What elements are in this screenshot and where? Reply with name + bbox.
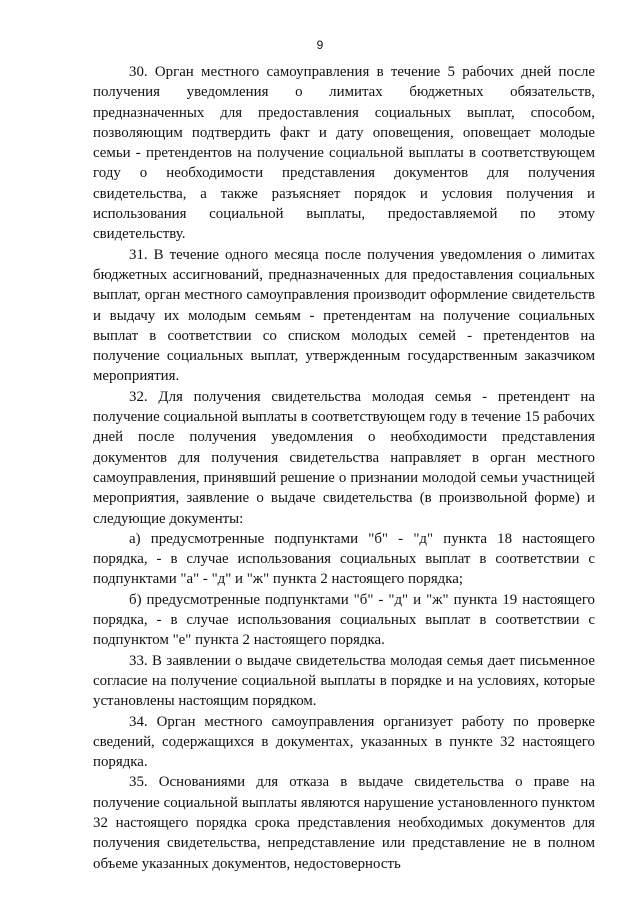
paragraph-33: 33. В заявлении о выдаче свидетельства молодая семья дает письменное согласие на получение социальной выплаты в порядке и на условиях, которые установлены настоящим порядком. <box>93 652 595 710</box>
document-body <box>93 62 595 874</box>
paragraph-35: 35. Основаниями для отказа в выдаче свидетельства о праве на получение социальной выплаты являются нарушение установленного пунктом 32 настоящего порядка срока представления необходимых документов для получения свидетельства, непредставление или представление не в полном объеме указанных документов, недостоверность <box>93 774 595 872</box>
page-number: 9 <box>316 38 324 52</box>
paragraph-32: 32. Для получения свидетельства молодая семья - претендент на получение социальной выплаты в соответствующем году в течение 15 рабочих дней после получения уведомления о необходимости представления документов для получения свидетельства направляет в орган местного самоуправления, принявший решение о признании молодой семьи участницей мероприятия, заявление о выдаче свидетельства (в произвольной форме) и следующие документы: <box>93 388 595 527</box>
paragraph-32-b: б) предусмотренные подпунктами "б" - "д" и "ж" пункта 19 настоящего порядка, - в случае использования социальных выплат в соответствии с подпунктом "е" пункта 2 настоящего порядка. <box>93 591 595 649</box>
paragraph-31: 31. В течение одного месяца после получения уведомления о лимитах бюджетных ассигнований, предназначенных для предоставления социальных выплат, орган местного самоуправления производит оформление свидетельств и выдачу их молодым семьям - претендентам на получение социальных выплат в соответствии со списком молодых семей - претендентов на получение социальных выплат, утвержденным государственным заказчиком мероприятия. <box>93 246 595 385</box>
paragraph-34: 34. Орган местного самоуправления организует работу по проверке сведений, содержащихся в документах, указанных в пункте 32 настоящего порядка. <box>93 713 595 771</box>
paragraph-30: 30. Орган местного самоуправления в течение 5 рабочих дней после получения уведомления о лимитах бюджетных обязательств, предназначенных для предоставления социальных выплат, способом, позволяющим подтвердить факт и дату оповещения, оповещает молодые семьи - претендентов на получение социальной выплаты в соответствующем году о необходимости представления документов для получения свидетельства, а также разъясняет порядок и условия получения и использования социальной выплаты, предоставляемой по этому свидетельству. <box>93 64 595 243</box>
paragraph-32-a: а) предусмотренные подпунктами "б" - "д" пункта 18 настоящего порядка, - в случае использования социальных выплат в соответствии с подпунктами "а" - "д" и "ж" пункта 2 настоящего порядка; <box>93 530 595 588</box>
